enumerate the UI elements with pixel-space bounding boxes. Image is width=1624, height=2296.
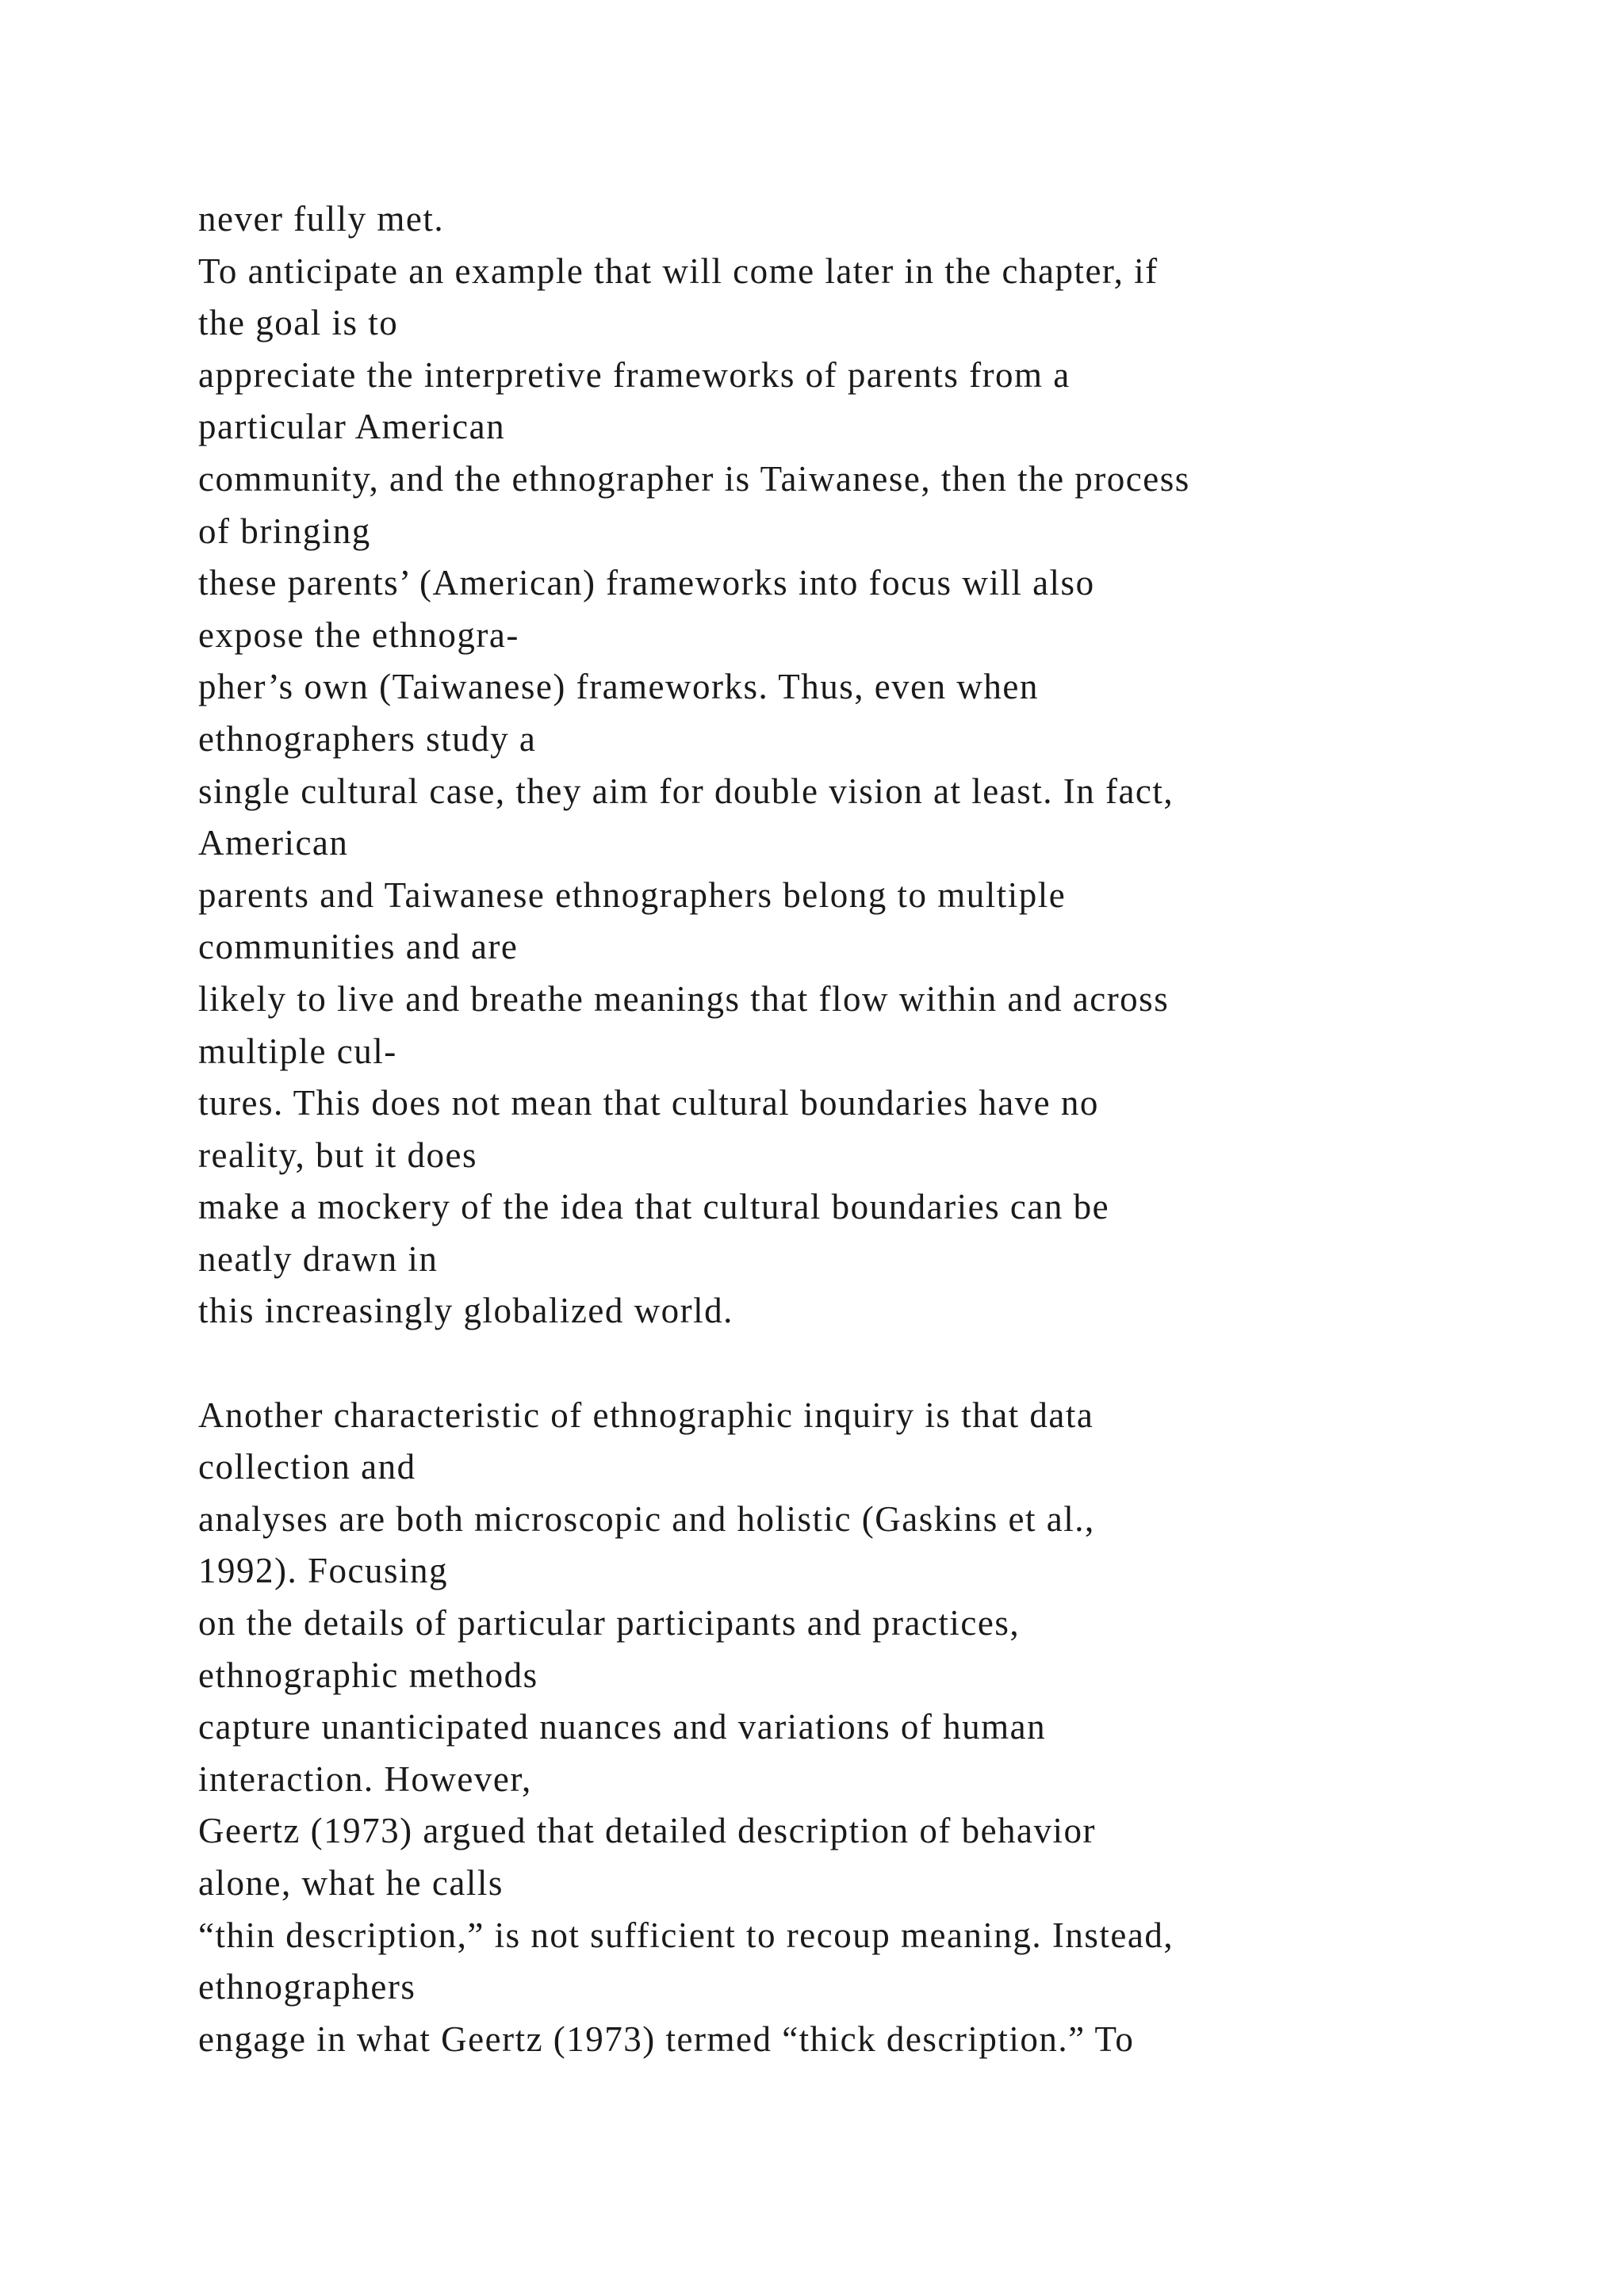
text-line: ethnographers (198, 1967, 416, 2007)
text-line: tures. This does not mean that cultural boundaries have no (198, 1083, 1099, 1123)
text-line: this increasingly globalized world. (198, 1291, 733, 1331)
text-line: alone, what he calls (198, 1863, 504, 1903)
text-line: pher’s own (Taiwanese) frameworks. Thus, even when (198, 667, 1039, 707)
paragraph-break (198, 1337, 1546, 1390)
text-line: “thin description,” is not sufficient to recoup meaning. Instead, (198, 1915, 1174, 1955)
text-line: single cultural case, they aim for double vision at least. In fact, (198, 771, 1174, 811)
text-line: parents and Taiwanese ethnographers belong to multiple (198, 874, 1067, 915)
text-line: ethnographers study a (198, 718, 537, 759)
text-line: Geertz (1973) argued that detailed description of behavior (198, 1811, 1097, 1851)
text-line: American (198, 823, 349, 863)
text-line: To anticipate an example that will come later in the chapter, if (198, 251, 1159, 291)
text-line: capture unanticipated nuances and variations of human (198, 1707, 1047, 1747)
text-line: never fully met. (198, 199, 445, 239)
text-line: ethnographic methods (198, 1655, 538, 1695)
text-line: on the details of particular participants and practices, (198, 1603, 1021, 1644)
body-text (198, 193, 1546, 2065)
text-line: of bringing (198, 511, 371, 551)
text-line: collection and (198, 1447, 416, 1487)
text-line: likely to live and breathe meanings that flow within and across (198, 978, 1170, 1019)
text-line: multiple cul- (198, 1031, 397, 1071)
text-line: Another characteristic of ethnographic inquiry is that data (198, 1395, 1094, 1435)
text-line: neatly drawn in (198, 1238, 439, 1279)
text-line: appreciate the interpretive frameworks of parents from a (198, 354, 1071, 395)
text-line: 1992). Focusing (198, 1551, 448, 1591)
text-line: analyses are both microscopic and holistic (Gaskins et al., (198, 1498, 1095, 1539)
text-line: community, and the ethnographer is Taiwanese, then the process (198, 458, 1190, 499)
text-line: particular American (198, 407, 506, 447)
text-line: engage in what Geertz (1973) termed “thick description.” To (198, 2019, 1135, 2059)
text-line: expose the ethnogra- (198, 614, 519, 655)
text-line: the goal is to (198, 303, 399, 343)
text-line: make a mockery of the idea that cultural boundaries can be (198, 1187, 1110, 1227)
text-line: interaction. However, (198, 1758, 532, 1799)
text-line: these parents’ (American) frameworks into focus will also (198, 563, 1095, 603)
text-line: reality, but it does (198, 1135, 478, 1175)
text-line: communities and are (198, 927, 519, 967)
